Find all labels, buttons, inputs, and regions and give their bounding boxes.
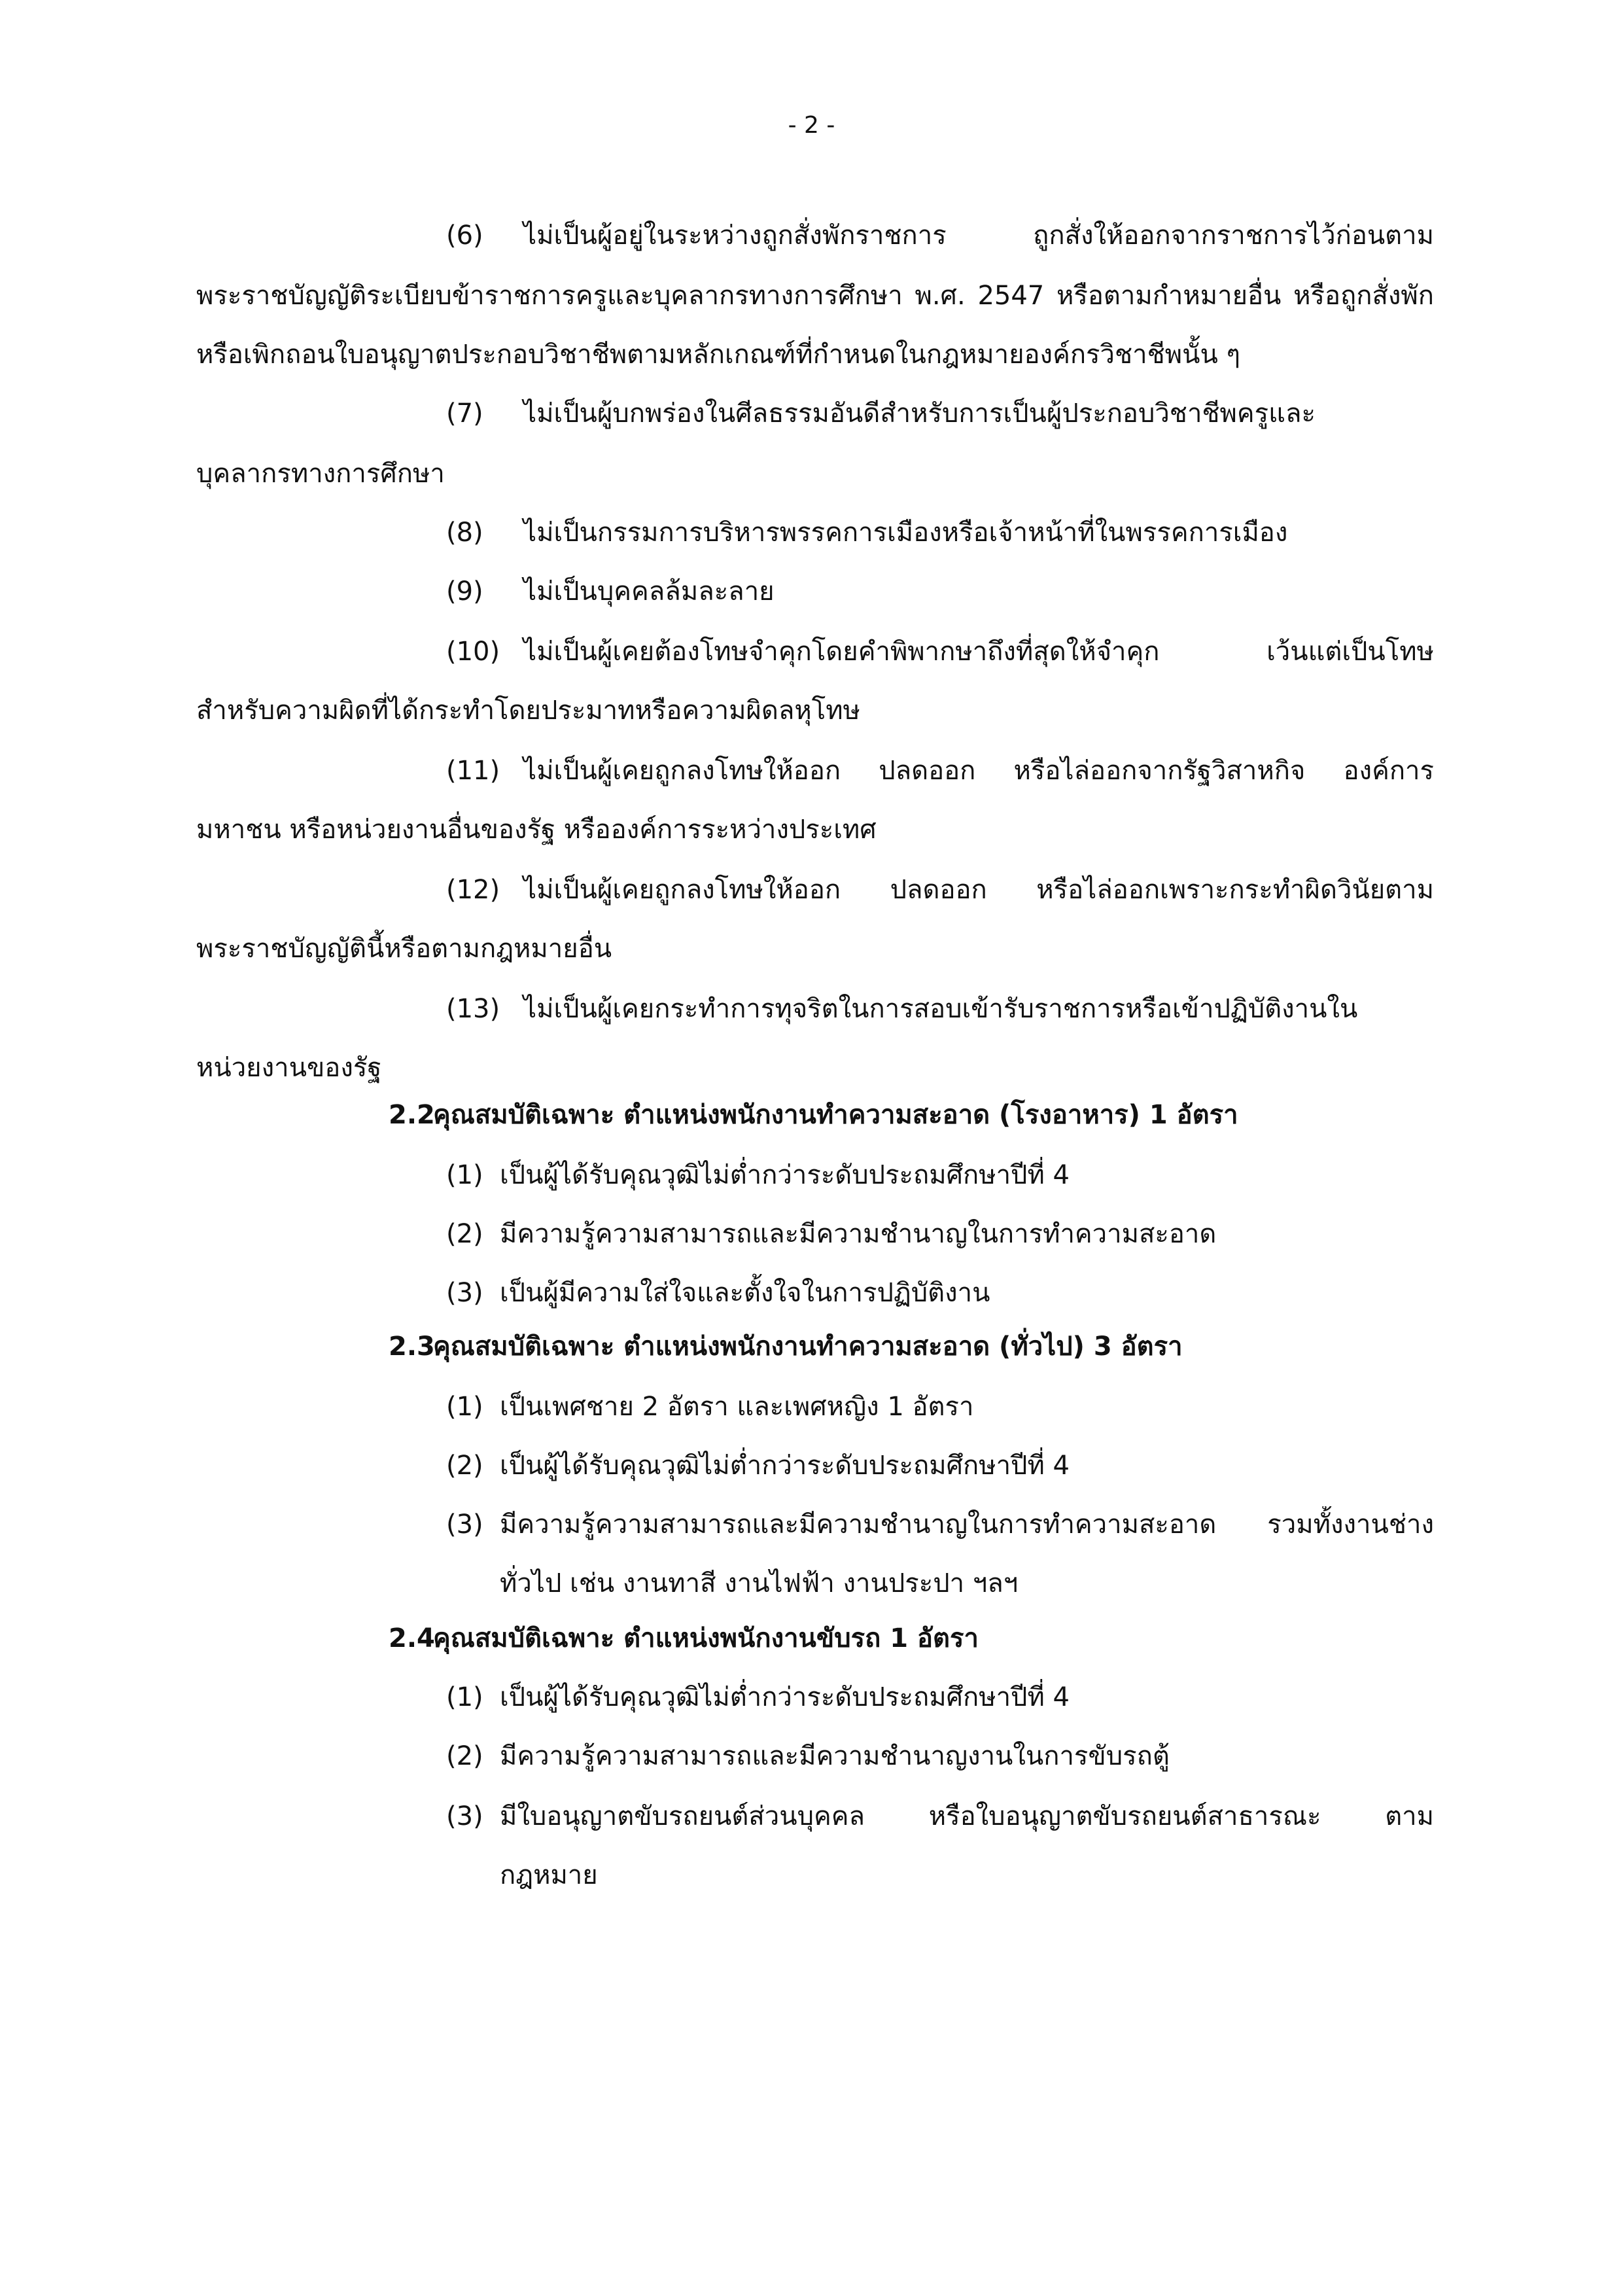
list-item-11-line-2: มหาชน หรือหน่วยงานอื่นของรัฐ หรือองค์การระหว่างประเทศ xyxy=(196,815,877,845)
section-number: 2.3 xyxy=(389,1332,435,1362)
item-text: เป็นผู้มีความใส่ใจและตั้งใจในการปฏิบัติงาน xyxy=(500,1278,990,1308)
item-number: (1) xyxy=(446,1160,483,1190)
item-text: เป็นเพศชาย 2 อัตรา และเพศหญิง 1 อัตรา xyxy=(500,1392,974,1422)
item-number: (6) xyxy=(446,221,483,251)
item-text: ไม่เป็นผู้เคยถูกลงโทษให้ออก ปลดออก หรือไล่ออกจากรัฐวิสาหกิจ องค์การ xyxy=(523,756,1434,786)
section-heading-2-4 xyxy=(389,1620,979,1657)
list-item-6-line-2: พระราชบัญญัติระเบียบข้าราชการครูและบุคลากรทางการศึกษา พ.ศ. 2547 หรือตามกำหมายอื่น หรือถูกสั่งพัก xyxy=(196,281,1434,311)
item-text: เป็นผู้ได้รับคุณวุฒิไม่ต่ำกว่าระดับประถมศึกษาปีที่ 4 xyxy=(500,1451,1070,1481)
page-number: - 2 - xyxy=(788,112,835,139)
list-item-7-line-2: บุคลากรทางการศึกษา xyxy=(196,459,445,489)
item-number: (3) xyxy=(446,1278,483,1308)
item-text: ไม่เป็นผู้บกพร่องในศีลธรรมอันดีสำหรับการเป็นผู้ประกอบวิชาชีพครูและ xyxy=(523,398,1316,429)
list-item-8 xyxy=(446,514,1287,551)
section-2-3-item-3-line-1 xyxy=(446,1506,1434,1543)
item-text: มีใบอนุญาตขับรถยนต์ส่วนบุคคล หรือใบอนุญาตขับรถยนต์สาธารณะ ตาม xyxy=(500,1801,1434,1831)
list-item-11-line-1 xyxy=(446,752,1434,789)
item-text: มีความรู้ความสามารถและมีความชำนาญงานในการขับรถตู้ xyxy=(500,1741,1170,1771)
list-item-10-line-1 xyxy=(446,633,1434,670)
list-item-10-line-2: สำหรับความผิดที่ได้กระทำโดยประมาทหรือความผิดลหุโทษ xyxy=(196,696,860,726)
item-text: ไม่เป็นผู้เคยกระทำการทุจริตในการสอบเข้ารับราชการหรือเข้าปฏิบัติงานใน xyxy=(523,994,1358,1024)
item-text: ไม่เป็นผู้เคยถูกลงโทษให้ออก ปลดออก หรือไล่ออกเพราะกระทำผิดวินัยตาม xyxy=(523,875,1434,905)
item-number: (10) xyxy=(446,637,500,667)
item-number: (3) xyxy=(446,1801,483,1831)
item-text: เป็นผู้ได้รับคุณวุฒิไม่ต่ำกว่าระดับประถมศึกษาปีที่ 4 xyxy=(500,1682,1070,1712)
section-title: คุณสมบัติเฉพาะ ตำแหน่งพนักงานทำความสะอาด (โรงอาหาร) 1 อัตรา xyxy=(433,1100,1238,1130)
section-title: คุณสมบัติเฉพาะ ตำแหน่งพนักงานทำความสะอาด (ทั่วไป) 3 อัตรา xyxy=(433,1332,1183,1362)
section-2-4-item-2 xyxy=(446,1738,1170,1775)
item-number: (7) xyxy=(446,398,483,429)
section-2-4-item-1 xyxy=(446,1679,1070,1716)
section-2-3-item-3-line-2: ทั่วไป เช่น งานทาสี งานไฟฟ้า งานประปา ฯลฯ xyxy=(500,1568,1019,1598)
list-item-12-line-1 xyxy=(446,872,1434,908)
item-number: (3) xyxy=(446,1510,483,1540)
item-text: ไม่เป็นกรรมการบริหารพรรคการเมืองหรือเจ้าหน้าที่ในพรรคการเมือง xyxy=(523,518,1288,548)
list-item-6-line-1 xyxy=(446,217,1434,254)
section-2-3-item-2 xyxy=(446,1447,1070,1484)
item-text: ไม่เป็นผู้เคยต้องโทษจำคุกโดยคำพิพากษาถึงที่สุดให้จำคุก เว้นแต่เป็นโทษ xyxy=(523,637,1434,667)
item-number: (13) xyxy=(446,994,500,1024)
item-number: (2) xyxy=(446,1451,483,1481)
section-2-2-item-3 xyxy=(446,1275,990,1311)
item-number: (11) xyxy=(446,756,500,786)
section-number: 2.4 xyxy=(389,1623,435,1653)
item-text: มีความรู้ความสามารถและมีความชำนาญในการทำความสะอาด xyxy=(500,1219,1217,1249)
list-item-12-line-2: พระราชบัญญัตินี้หรือตามกฎหมายอื่น xyxy=(196,934,612,964)
section-2-4-item-3-line-1 xyxy=(446,1798,1434,1835)
item-text: มีความรู้ความสามารถและมีความชำนาญในการทำความสะอาด รวมทั้งงานช่าง xyxy=(500,1510,1434,1540)
list-item-7-line-1 xyxy=(446,395,1434,432)
item-number: (8) xyxy=(446,518,483,548)
item-number: (1) xyxy=(446,1392,483,1422)
section-heading-2-2 xyxy=(389,1097,1238,1133)
item-text: ไม่เป็นผู้อยู่ในระหว่างถูกสั่งพักราชการ ถูกสั่งให้ออกจากราชการไว้ก่อนตาม xyxy=(523,221,1434,251)
section-2-4-item-3-line-2: กฎหมาย xyxy=(500,1860,598,1890)
section-2-3-item-1 xyxy=(446,1388,973,1425)
item-number: (12) xyxy=(446,875,500,905)
list-item-13-line-1 xyxy=(446,991,1434,1027)
section-2-2-item-1 xyxy=(446,1157,1070,1193)
item-number: (9) xyxy=(446,576,483,607)
section-title: คุณสมบัติเฉพาะ ตำแหน่งพนักงานขับรถ 1 อัตรา xyxy=(433,1623,979,1653)
list-item-9 xyxy=(446,573,775,610)
item-number: (1) xyxy=(446,1682,483,1712)
item-number: (2) xyxy=(446,1219,483,1249)
item-number: (2) xyxy=(446,1741,483,1771)
list-item-6-line-3: หรือเพิกถอนใบอนุญาตประกอบวิชาชีพตามหลักเกณฑ์ที่กำหนดในกฎหมายองค์กรวิชาชีพนั้น ๆ xyxy=(196,340,1241,370)
list-item-13-line-2: หน่วยงานของรัฐ xyxy=(196,1053,382,1083)
section-number: 2.2 xyxy=(389,1100,435,1130)
section-heading-2-3 xyxy=(389,1328,1183,1365)
section-2-2-item-2 xyxy=(446,1216,1216,1252)
item-text: ไม่เป็นบุคคลล้มละลาย xyxy=(523,576,775,607)
item-text: เป็นผู้ได้รับคุณวุฒิไม่ต่ำกว่าระดับประถมศึกษาปีที่ 4 xyxy=(500,1160,1070,1190)
